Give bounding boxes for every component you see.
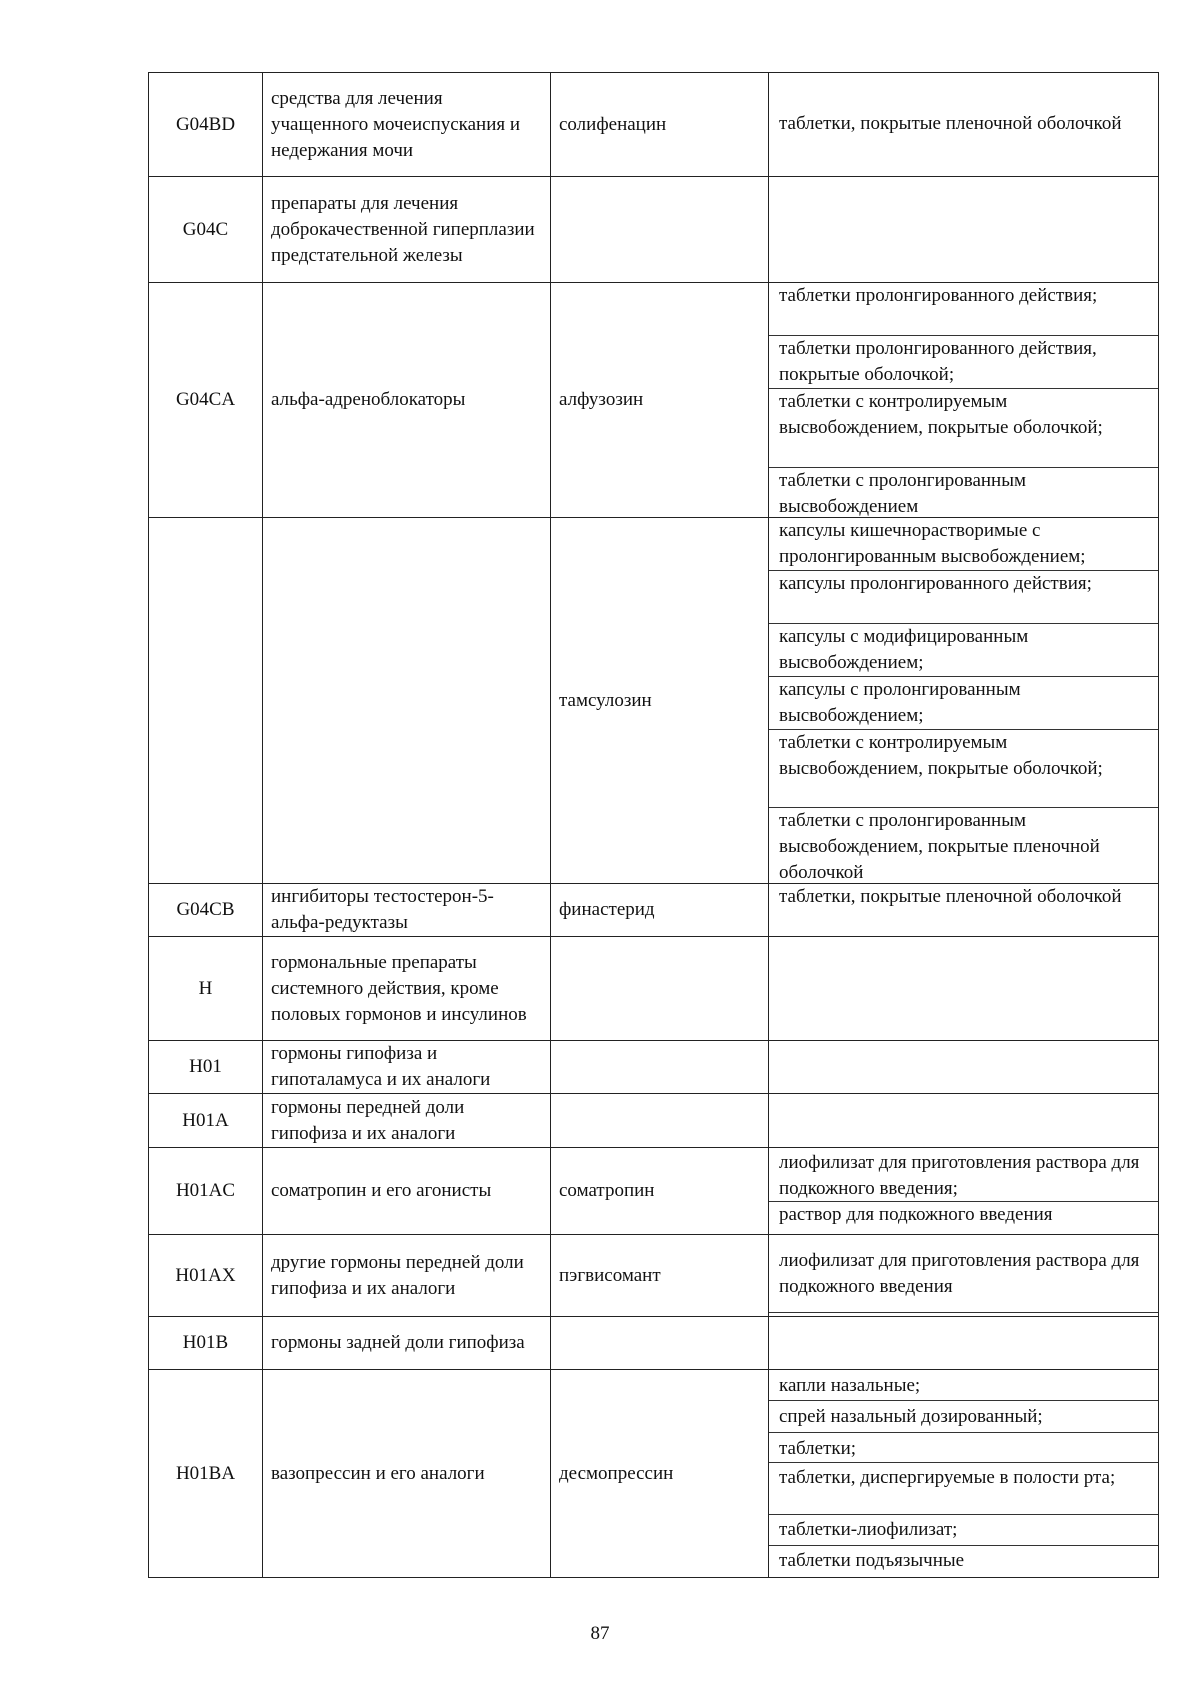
dosage-forms-cell	[769, 73, 1159, 177]
dosage-form-item: таблетки с пролонгированным высвобождением	[779, 470, 1027, 517]
substance-cell: пэгвисомант	[551, 1235, 769, 1317]
group-name-cell	[263, 518, 551, 884]
page-number: 87	[590, 1623, 610, 1644]
group-name-cell: вазопрессин и его аналоги	[263, 1370, 551, 1578]
atc-code-cell: H01B	[149, 1317, 263, 1370]
dosage-forms-cell	[769, 1317, 1159, 1370]
dosage-form-item: таблетки с контролируемым высвобождением, покрытые оболочкой;	[769, 389, 1158, 468]
dosage-form-item: таблетки с контролируемым высвобождением, покрытые оболочкой;	[769, 730, 1158, 808]
dosage-form-item: таблетки, диспергируемые в полости рта;	[769, 1463, 1158, 1515]
table-row	[149, 1370, 1159, 1578]
atc-drug-table	[148, 72, 1159, 1578]
dosage-forms-cell	[769, 937, 1159, 1041]
dosage-form-item: таблетки-лиофилизат;	[769, 1515, 1158, 1546]
dosage-form-item: таблетки, покрытые пленочной оболочкой	[779, 113, 1122, 134]
dosage-form-item: капсулы с пролонгированным высвобождением;	[769, 677, 1158, 730]
dosage-form-item: лиофилизат для приготовления раствора для подкожного введения;	[769, 1148, 1158, 1202]
dosage-form-item: таблетки с пролонгированным высвобождением, покрытые пленочной оболочкой	[779, 810, 1100, 883]
table-row	[149, 937, 1159, 1041]
substance-cell: тамсулозин	[551, 518, 769, 884]
dosage-forms-cell	[769, 1094, 1159, 1148]
dosage-form-item: таблетки;	[769, 1433, 1158, 1463]
group-name-cell: средства для лечения учащенного мочеиспускания и недержания мочи	[263, 73, 551, 177]
dosage-form-item: таблетки подъязычные	[779, 1550, 965, 1571]
dosage-forms-cell	[769, 884, 1159, 937]
dosage-form-item: спрей назальный дозированный;	[769, 1401, 1158, 1433]
group-name-cell: гормоны передней доли гипофиза и их аналоги	[263, 1094, 551, 1148]
group-name-cell: гормоны задней доли гипофиза	[263, 1317, 551, 1370]
atc-code-cell: H01AC	[149, 1148, 263, 1235]
table-row	[149, 1148, 1159, 1235]
atc-code-cell: G04CA	[149, 283, 263, 518]
dosage-forms-cell	[769, 177, 1159, 283]
dosage-form-item: таблетки пролонгированного действия;	[769, 283, 1158, 336]
dosage-form-item: капсулы пролонгированного действия;	[769, 571, 1158, 624]
table-row	[149, 1235, 1159, 1317]
substance-cell: финастерид	[551, 884, 769, 937]
group-name-cell: альфа-адреноблокаторы	[263, 283, 551, 518]
dosage-form-item: таблетки пролонгированного действия, покрытые оболочкой;	[769, 336, 1158, 389]
table-row	[149, 73, 1159, 177]
table-row	[149, 283, 1159, 518]
group-name-cell: соматропин и его агонисты	[263, 1148, 551, 1235]
substance-cell	[551, 177, 769, 283]
atc-code-cell: G04C	[149, 177, 263, 283]
atc-code-cell: G04BD	[149, 73, 263, 177]
table-row	[149, 884, 1159, 937]
table-row	[149, 177, 1159, 283]
atc-code-cell	[149, 518, 263, 884]
dosage-forms-cell	[769, 1370, 1159, 1578]
atc-code-cell: H	[149, 937, 263, 1041]
atc-code-cell: H01	[149, 1041, 263, 1094]
dosage-forms-cell	[769, 1041, 1159, 1094]
atc-code-cell: H01AX	[149, 1235, 263, 1317]
dosage-forms-cell	[769, 1235, 1159, 1317]
substance-cell: алфузозин	[551, 283, 769, 518]
substance-cell	[551, 937, 769, 1041]
dosage-forms-cell	[769, 1148, 1159, 1235]
group-name-cell: гормональные препараты системного действия, кроме половых гормонов и инсулинов	[263, 937, 551, 1041]
substance-cell: соматропин	[551, 1148, 769, 1235]
substance-cell	[551, 1041, 769, 1094]
group-name-cell: препараты для лечения доброкачественной гиперплазии предстательной железы	[263, 177, 551, 283]
dosage-form-item: капли назальные;	[769, 1370, 1158, 1401]
dosage-form-item: капсулы с модифицированным высвобождением;	[769, 624, 1158, 677]
atc-code-cell: G04CB	[149, 884, 263, 937]
dosage-form-item: таблетки, покрытые пленочной оболочкой	[779, 886, 1122, 907]
group-name-cell: гормоны гипофиза и гипоталамуса и их аналоги	[263, 1041, 551, 1094]
substance-cell	[551, 1317, 769, 1370]
table-row	[149, 1317, 1159, 1370]
dosage-forms-cell	[769, 283, 1159, 518]
table-row	[149, 518, 1159, 884]
substance-cell	[551, 1094, 769, 1148]
dosage-forms-cell	[769, 518, 1159, 884]
table-row	[149, 1094, 1159, 1148]
atc-code-cell: H01A	[149, 1094, 263, 1148]
substance-cell: десмопрессин	[551, 1370, 769, 1578]
dosage-form-item: капсулы кишечнорастворимые с пролонгированным высвобождением;	[769, 518, 1158, 571]
dosage-form-item: раствор для подкожного введения	[779, 1204, 1053, 1225]
group-name-cell: ингибиторы тестостерон-5-альфа-редуктазы	[263, 884, 551, 937]
atc-code-cell: H01BA	[149, 1370, 263, 1578]
dosage-form-item: лиофилизат для приготовления раствора для подкожного введения	[769, 1235, 1158, 1313]
substance-cell: солифенацин	[551, 73, 769, 177]
table-row	[149, 1041, 1159, 1094]
group-name-cell: другие гормоны передней доли гипофиза и их аналоги	[263, 1235, 551, 1317]
